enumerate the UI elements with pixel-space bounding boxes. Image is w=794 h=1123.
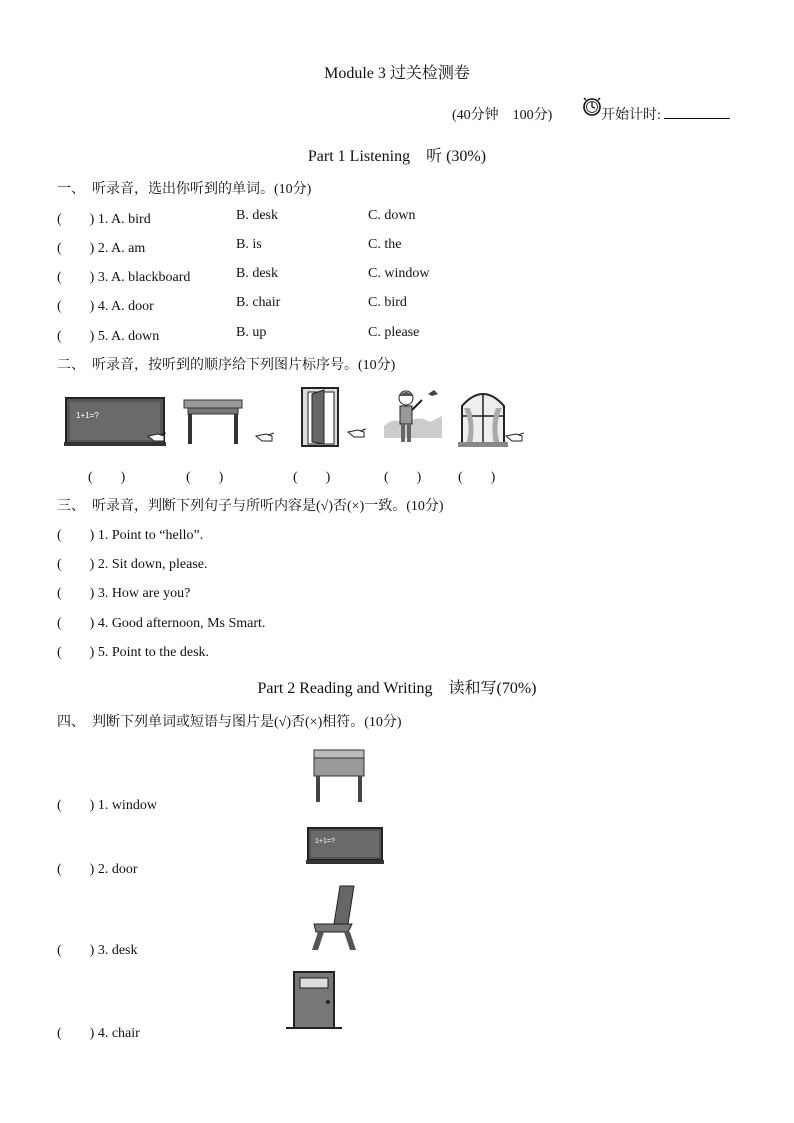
- option-b: B. is: [236, 237, 262, 252]
- desk-picture-icon: [310, 746, 368, 804]
- list-item: ( ) 4. A. door: [57, 299, 154, 314]
- svg-text:1+1=?: 1+1=?: [76, 411, 99, 420]
- list-item: ( ) 3. desk: [57, 943, 138, 958]
- part2-heading: Part 2 Reading and Writing 读和写(70%): [257, 680, 537, 697]
- list-item: ( ) 3. A. blackboard: [57, 270, 191, 285]
- door-picture-icon: [300, 386, 344, 448]
- option-c: C. window: [368, 266, 430, 281]
- option-c: C. the: [368, 237, 402, 252]
- list-item: ( ) 2. door: [57, 862, 138, 877]
- time-score: (40分钟 100分): [452, 108, 553, 123]
- boy-pointing-picture-icon: [384, 386, 442, 448]
- option-b: B. desk: [236, 266, 278, 281]
- picture-blank-3[interactable]: ( ): [293, 470, 331, 485]
- pointing-hand-icon: [146, 428, 168, 444]
- svg-text:1+1=?: 1+1=?: [315, 838, 335, 845]
- section3-title: 三、 听录音，判断下列句子与所听内容是(√)否(×)一致。(10分): [57, 499, 444, 514]
- picture-blank-2[interactable]: ( ): [186, 470, 224, 485]
- pointing-hand-icon: [504, 428, 526, 444]
- desk-picture-icon: [180, 396, 246, 446]
- section4-title: 四、 判断下列单词或短语与图片是(√)否(×)相符。(10分): [57, 715, 402, 730]
- option-b: B. desk: [236, 208, 278, 223]
- part1-heading: Part 1 Listening 听 (30%): [307, 148, 487, 165]
- pointing-hand-icon: [346, 424, 368, 440]
- picture-blank-5[interactable]: ( ): [458, 470, 496, 485]
- option-c: C. please: [368, 325, 420, 340]
- list-item: ( ) 4. Good afternoon, Ms Smart.: [57, 616, 266, 631]
- section2-title: 二、 听录音，按听到的顺序给下列图片标序号。(10分): [57, 358, 396, 373]
- chair-picture-icon: [306, 884, 362, 952]
- timer-label-text: 开始计时:: [601, 108, 661, 123]
- list-item: ( ) 1. Point to “hello”.: [57, 528, 204, 543]
- option-b: B. chair: [236, 295, 281, 310]
- option-c: C. bird: [368, 295, 407, 310]
- timer-label: [601, 104, 730, 124]
- list-item: ( ) 5. A. down: [57, 329, 160, 344]
- list-item: ( ) 1. window: [57, 798, 157, 813]
- window-picture-icon: [458, 386, 508, 448]
- blackboard-picture-icon: [306, 826, 386, 866]
- section1-title: 一、 听录音，选出你听到的单词。(10分): [57, 182, 312, 197]
- picture-blank-4[interactable]: ( ): [384, 470, 422, 485]
- list-item: ( ) 2. A. am: [57, 241, 146, 256]
- list-item: ( ) 5. Point to the desk.: [57, 645, 210, 660]
- option-b: B. up: [236, 325, 267, 340]
- clock-icon: [582, 97, 602, 117]
- door-picture-icon: [286, 968, 342, 1030]
- picture-blank-1[interactable]: ( ): [88, 470, 126, 485]
- list-item: ( ) 3. How are you?: [57, 586, 191, 601]
- list-item: ( ) 2. Sit down, please.: [57, 557, 208, 572]
- pointing-hand-icon: [254, 428, 276, 444]
- timer-blank[interactable]: [664, 104, 730, 119]
- list-item: ( ) 1. A. bird: [57, 212, 151, 227]
- list-item: ( ) 4. chair: [57, 1026, 140, 1041]
- option-c: C. down: [368, 208, 416, 223]
- page-title: Module 3 过关检测卷: [324, 65, 470, 82]
